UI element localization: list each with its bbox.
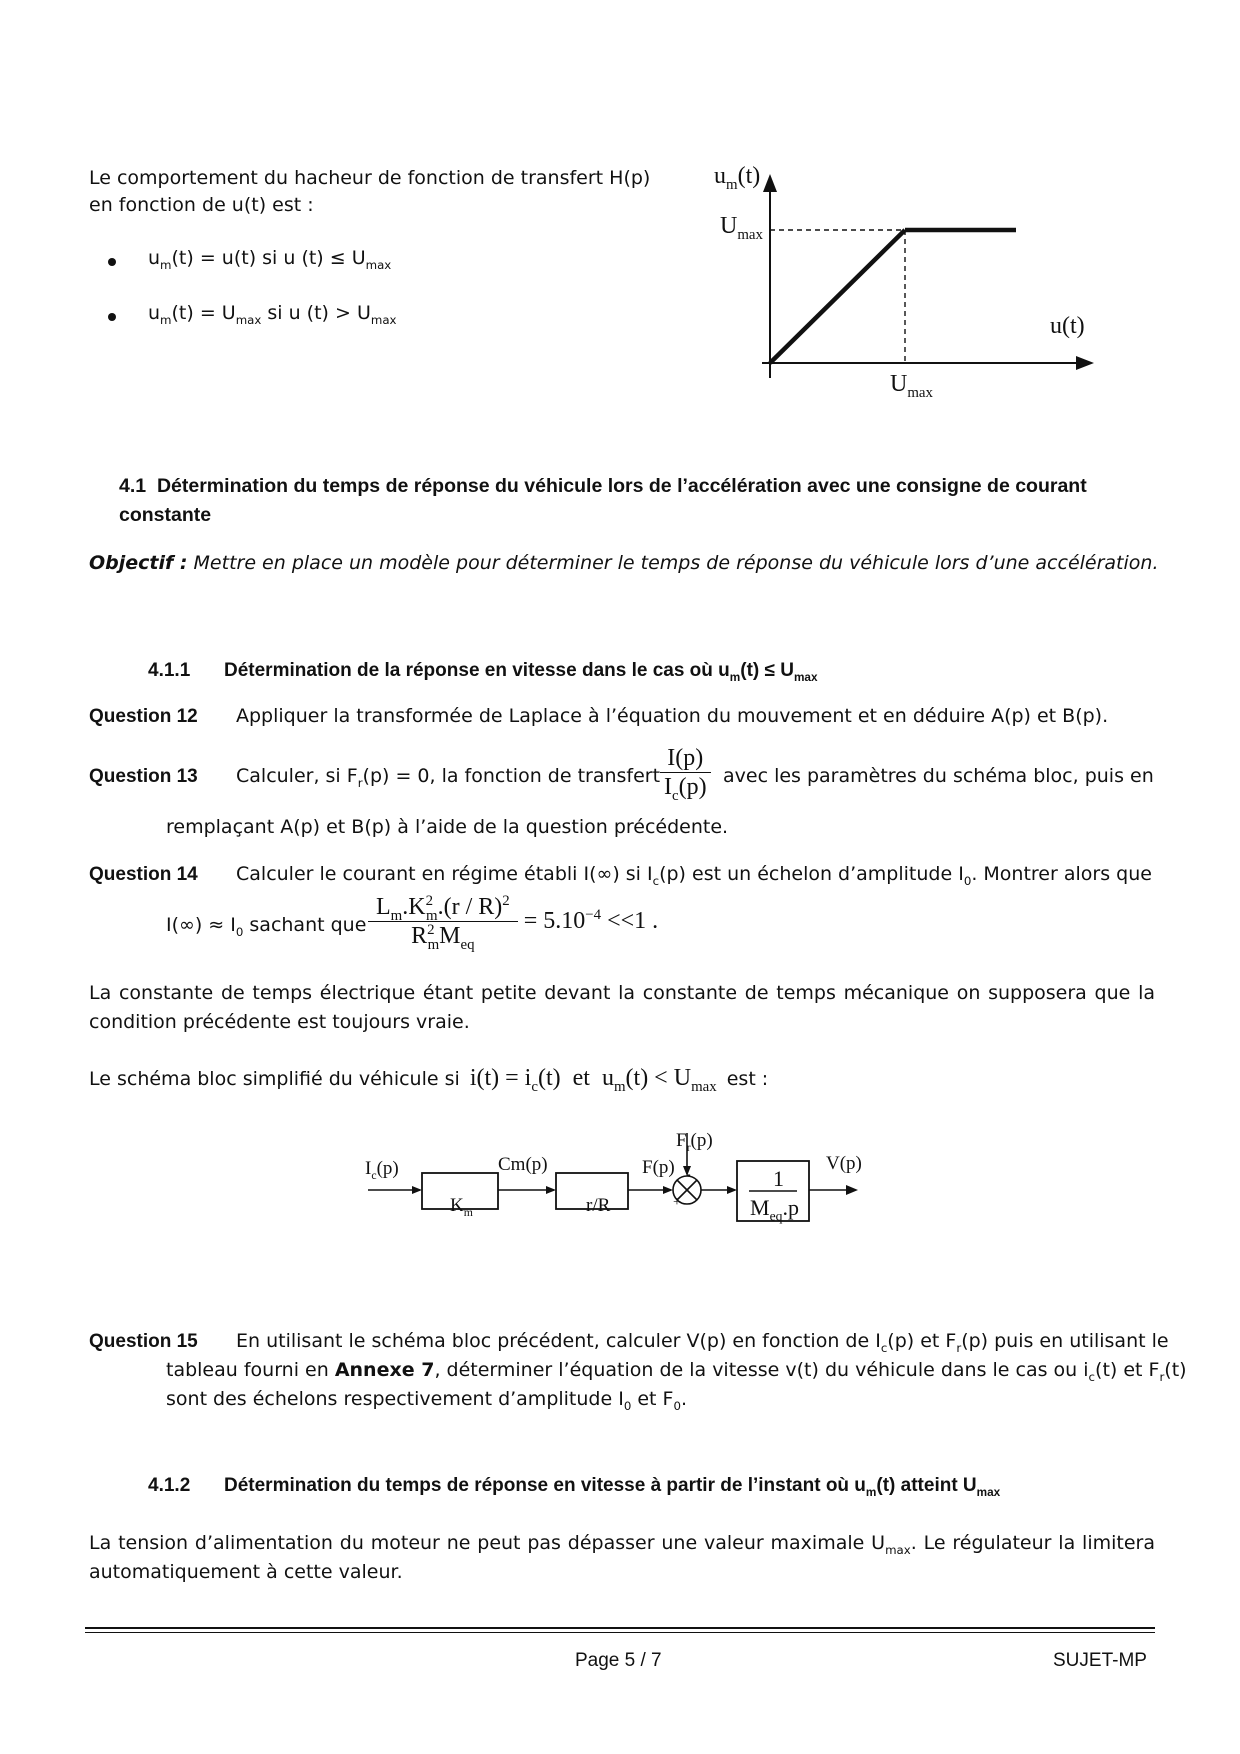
- document-code: SUJET-MP: [1053, 1650, 1147, 1671]
- question-13-text-line2: remplaçant A(p) et B(p) à l’aide de la question précédente.: [166, 816, 729, 838]
- question-13-text-c: avec les paramètres du schéma bloc, puis en: [723, 765, 1154, 787]
- question-15-label: Question 15: [89, 1331, 198, 1352]
- question-14-equation: $\frac{L_m.K^2_m.(r / R)^2}{R^2_mM_{eq}}$ = $5.10^{-4} <<1$ .: [368, 893, 658, 950]
- question-14-text-a: Calculer le courant en régime établi I(∞) si $I_c(p)$ est un échelon d’amplitude $I_0$. Montrer alors que: [236, 863, 1152, 888]
- bd-frp-label: $F_r(p)$: [676, 1130, 713, 1154]
- question-15-line1: En utilisant le schéma bloc précédent, calculer V(p) en fonction de $I_c(p)$ et $F_r(p)$ puis en utilisant le: [236, 1330, 1169, 1355]
- bd-km-label: $K_m$: [450, 1195, 473, 1219]
- linear-segment: [770, 230, 905, 363]
- arrow-icon: [546, 1186, 556, 1194]
- bd-output-label: V(p): [826, 1153, 862, 1174]
- umax-x-label: $U_{max}$: [890, 371, 933, 401]
- bd-cm-label: Cm(p): [498, 1154, 548, 1175]
- bd-minus-sign: -: [686, 1167, 691, 1182]
- saturation-graph: [680, 160, 1120, 405]
- x-axis-label: u(t): [1050, 313, 1085, 339]
- bd-plus-sign: +: [673, 1195, 681, 1210]
- question-14-label: Question 14: [89, 864, 198, 885]
- bullet-item-2: $u_m(t) = U_{max}$ si u $(t) > U_{max}$: [148, 302, 397, 327]
- question-13-label: Question 13: [89, 766, 198, 787]
- umax-y-label: $U_{max}$: [720, 213, 763, 243]
- y-axis-label: $u_m(t)$: [714, 163, 761, 193]
- bd-rR-label: r/R: [586, 1195, 611, 1216]
- footer-rule-top: [85, 1627, 1155, 1629]
- paragraph-block-diagram-intro: Le schéma bloc simplifié du véhicule si $i(t) = i_c(t)$ et $u_m(t) < U_{max}$ est :: [89, 1065, 769, 1095]
- bd-tf-num: 1: [773, 1166, 784, 1191]
- bullet-dot: [108, 313, 116, 321]
- question-15-line2: tableau fourni en Annexe 7, déterminer l’équation de la vitesse v(t) du véhicule dans le cas ou $i_c(t)$ et $F_r(t)$: [166, 1359, 1187, 1384]
- question-15-line3: sont des échelons respectivement d’amplitude $I_0$ et $F_0$.: [166, 1388, 688, 1413]
- paragraph-voltage-limit: La tension d’alimentation du moteur ne peut pas dépasser une valeur maximale $U_{max}$. Le régulateur la limitera automatiquement à cette valeur.: [89, 1532, 1155, 1583]
- bd-tf-den: $M_{eq}.p$: [750, 1195, 799, 1224]
- question-13-text-a: Calculer, si $F_r(p) = 0$, la fonction de transfert: [236, 765, 661, 790]
- page-number: Page 5 / 7: [575, 1650, 662, 1671]
- x-axis-arrow-icon: [1076, 356, 1094, 370]
- intro-line-1: Le comportement du hacheur de fonction de transfert H(p): [89, 167, 651, 189]
- bullet-item-1: $u_m(t) = u(t)$ si u $(t) \le U_{max}$: [148, 247, 392, 272]
- section-4-1-1-number: 4.1.1: [148, 660, 191, 681]
- section-4-1-2-title: Détermination du temps de réponse en vitesse à partir de l’instant où $u_m(t)$ atteint $U_{max}$: [224, 1475, 1001, 1499]
- section-4-1-title-cont: constante: [119, 504, 212, 526]
- arrow-icon: [663, 1186, 673, 1194]
- paragraph-time-constant: La constante de temps électrique étant petite devant la constante de temps mécanique on supposera que la condition précédente est toujours vraie.: [89, 982, 1155, 1033]
- block-diagram: [360, 1115, 880, 1240]
- section-4-1-title: 4.1 Détermination du temps de réponse du véhicule lors de l’accélération avec une consigne de courant: [119, 475, 1087, 497]
- question-14-text-line2: $I(\infty) \approx I_0$ sachant que: [166, 914, 367, 939]
- bd-input-label: $I_c(p)$: [365, 1158, 399, 1182]
- output-arrow-icon: [846, 1185, 858, 1195]
- bullet-dot: [108, 258, 116, 266]
- arrow-icon: [727, 1186, 737, 1194]
- objective: Objectif : Mettre en place un modèle pour déterminer le temps de réponse du véhicule lors d’une accélération.: [89, 552, 1159, 574]
- question-12-text: Appliquer la transformée de Laplace à l’équation du mouvement et en déduire A(p) et B(p).: [236, 705, 1109, 727]
- y-axis-arrow-icon: [763, 174, 777, 192]
- section-4-1-1-title: Détermination de la réponse en vitesse dans le cas où $u_m(t) \le U_{max}$: [224, 660, 818, 684]
- question-12-label: Question 12: [89, 706, 198, 727]
- bd-fp-label: F(p): [642, 1157, 675, 1178]
- section-4-1-2-number: 4.1.2: [148, 1475, 191, 1496]
- intro-line-2: en fonction de u(t) est :: [89, 194, 314, 216]
- footer-rule-bottom: [85, 1632, 1155, 1633]
- arrow-icon: [412, 1186, 422, 1194]
- question-13-fraction: $\frac{I(p)}{I_c(p)}$: [660, 744, 711, 801]
